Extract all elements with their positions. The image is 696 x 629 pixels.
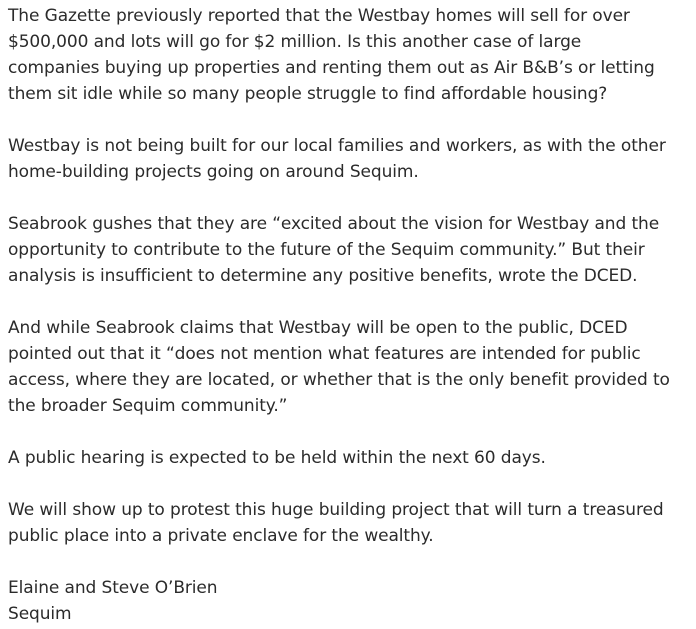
text-line: pointed out that it “does not mention what features are intended for public xyxy=(8,344,641,364)
paragraph-public-hearing xyxy=(8,445,696,471)
text-line: public place into a private enclave for the wealthy. xyxy=(8,526,434,546)
text-line: them sit idle while so many people struggle to find affordable housing? xyxy=(8,84,608,104)
text-line: The Gazette previously reported that the Westbay homes will sell for over xyxy=(8,6,630,26)
text-line: Westbay is not being built for our local families and workers, as with the other xyxy=(8,136,666,156)
paragraph-protest xyxy=(8,497,696,549)
text-line: companies buying up properties and renting them out as Air B&B’s or letting xyxy=(8,58,655,78)
text-line: the broader Sequim community.” xyxy=(8,396,288,416)
text-line: opportunity to contribute to the future of the Sequim community.” But their xyxy=(8,240,645,260)
text-line: A public hearing is expected to be held within the next 60 days. xyxy=(8,448,546,468)
text-line: We will show up to protest this huge building project that will turn a treasured xyxy=(8,500,664,520)
paragraph-local-families xyxy=(8,133,696,185)
text-line: $500,000 and lots will go for $2 million. Is this another case of large xyxy=(8,32,582,52)
signature-block xyxy=(8,575,696,627)
signature-names: Elaine and Steve O’Brien xyxy=(8,578,218,598)
text-line: analysis is insufficient to determine any positive benefits, wrote the DCED. xyxy=(8,266,638,286)
signature-location: Sequim xyxy=(8,604,72,624)
paragraph-seabrook-vision xyxy=(8,211,696,289)
text-line: And while Seabrook claims that Westbay will be open to the public, DCED xyxy=(8,318,628,338)
text-line: home-building projects going on around Sequim. xyxy=(8,162,419,182)
paragraph-gazette-report xyxy=(8,3,696,107)
text-line: Seabrook gushes that they are “excited about the vision for Westbay and the xyxy=(8,214,660,234)
text-line: access, where they are located, or whether that is the only benefit provided to xyxy=(8,370,670,390)
paragraph-public-access xyxy=(8,315,696,419)
